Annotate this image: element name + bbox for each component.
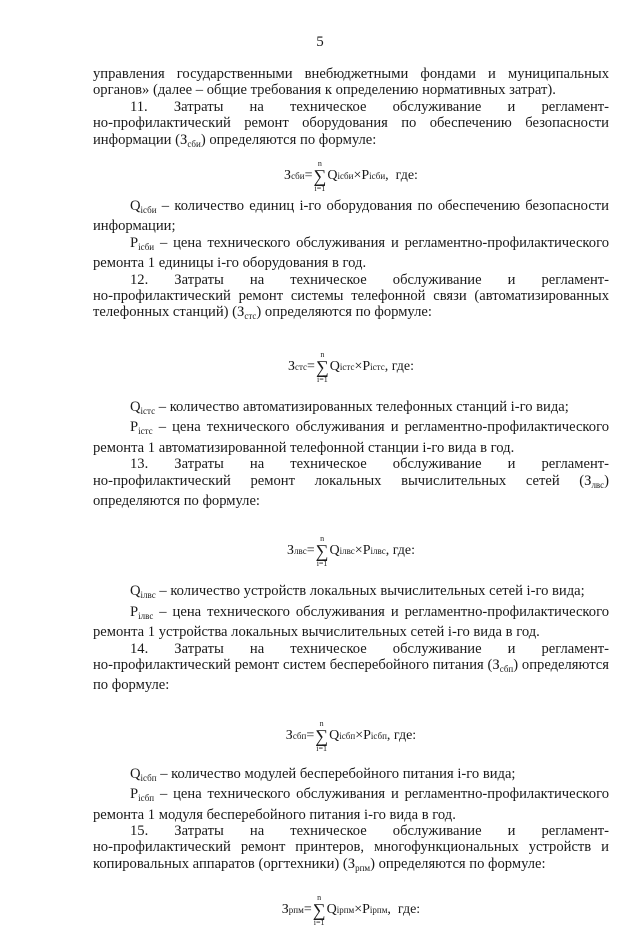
formula-term: стс	[295, 361, 308, 372]
section-12-definition-q	[93, 399, 609, 419]
formula-term: P	[361, 167, 370, 183]
formula-term: iлвс	[370, 546, 386, 557]
paragraph-text: ) определяются по формуле:	[256, 304, 432, 321]
formula-13	[93, 529, 609, 573]
intro-line-1: управления государственными внебюджетными фондами и муниципальных	[93, 66, 609, 82]
subscript-text: iлвс	[140, 590, 156, 601]
formula-term: лвс	[294, 546, 307, 557]
formula-term: =	[306, 543, 315, 559]
subscript-text: сби	[187, 138, 201, 149]
subscript-text: iстс	[140, 405, 156, 416]
paragraph-text: – цена технического обслуживания и регламентно-профилактического ремонта 1 автоматизированной телефонной станции i-го вида в год.	[93, 419, 609, 456]
formula-term: =	[303, 901, 312, 917]
paragraph-text: но-профилактический ремонт оборудования по обеспечению безопасности информации (З	[93, 115, 609, 148]
subscript-text: iстс	[138, 426, 153, 437]
formula-term: сби	[291, 170, 305, 181]
paragraph-text: P	[130, 786, 139, 803]
formula-term: iрпм	[336, 904, 355, 915]
paragraph-text: ) определяются по формуле:	[93, 472, 609, 509]
section-12-definition-p	[93, 419, 609, 456]
intro-paragraph-end	[93, 82, 609, 98]
intro-line-2: органов» (далее – общие требования к определению нормативных затрат).	[93, 82, 556, 99]
formula-term: ∑	[315, 541, 329, 562]
page-number: 5	[316, 34, 324, 50]
paragraph-text: – цена технического обслуживания и регламентно-профилактического ремонта 1 единицы i-го оборудования в год.	[93, 234, 609, 272]
section-11-heading: 11. Затраты на техническое обслуживание и регламент-	[130, 98, 609, 115]
formula-term: n	[317, 159, 322, 169]
formula-14	[93, 714, 609, 758]
summation-symbol	[316, 534, 329, 568]
formula-term: =	[307, 358, 315, 374]
subscript-text: iсби	[140, 205, 157, 216]
formula-term: Q	[329, 543, 340, 559]
formula-term: P	[362, 543, 371, 559]
subscript-text: стс	[244, 311, 257, 322]
formula-term: рпм	[288, 904, 304, 915]
formula-term: , где:	[385, 167, 418, 183]
formula-term: n	[317, 893, 322, 903]
formula-term: Q	[329, 358, 340, 374]
paragraph-text: Q	[130, 583, 141, 600]
paragraph-text: но-профилактический ремонт систем бесперебойного питания (З	[93, 656, 500, 673]
formula-term: , где:	[384, 358, 414, 374]
summation-symbol	[313, 893, 326, 927]
formula-term: , где:	[387, 901, 421, 917]
section-11-definition-p	[93, 235, 609, 272]
formula-term: ∑	[315, 725, 329, 746]
paragraph-text: но-профилактический ремонт принтеров, многофункциональных устройств и копировальных аппаратов (оргтехники) (З	[93, 839, 609, 872]
section-14-definition-p	[93, 786, 609, 823]
paragraph-text: – количество единиц i-го оборудования по обеспечению безопасности информации;	[93, 198, 609, 235]
section-12-heading: 12. Затраты на техническое обслуживание и регламент-	[130, 271, 609, 288]
document-body	[93, 66, 609, 932]
formula-term: iстс	[339, 361, 355, 372]
formula-15	[93, 888, 609, 932]
formula-term: iрпм	[369, 904, 388, 915]
formula-term: ∑	[313, 166, 327, 187]
paragraph-text: ) определяются по формуле:	[370, 855, 546, 872]
paragraph-text: но-профилактический ремонт локальных вычислительных сетей (З	[93, 472, 592, 489]
formula-term: P	[363, 727, 371, 743]
subscript-text: лвс	[591, 479, 605, 490]
section-14-body	[93, 657, 609, 694]
summation-symbol	[316, 350, 329, 384]
formula-term: ×	[354, 543, 363, 559]
paragraph-text: P	[130, 234, 139, 251]
formula-term: , где:	[386, 727, 417, 743]
formula-term: i=1	[316, 559, 328, 569]
intro-paragraph	[93, 66, 609, 82]
section-13-definition-p	[93, 604, 609, 641]
formula-term: ×	[353, 167, 362, 183]
formula-term: n	[320, 349, 325, 359]
formula-term: , где:	[385, 543, 415, 559]
section-13-body	[93, 473, 609, 510]
formula-term: Q	[329, 727, 340, 743]
paragraph-text: – количество устройств локальных вычислительных сетей i-го вида;	[155, 583, 585, 600]
paragraph-text: – количество автоматизированных телефонных станций i-го вида;	[155, 398, 569, 415]
formula-term: З	[285, 727, 293, 743]
paragraph-text: – цена технического обслуживания и регламентно-профилактического ремонта 1 устройства локальных вычислительных сетей i-го вида в год.	[93, 603, 609, 641]
summation-symbol	[315, 719, 328, 753]
section-13-heading: 13. Затраты на техническое обслуживание и регламент-	[130, 456, 609, 473]
formula-term: Q	[327, 167, 338, 183]
formula-term: n	[320, 534, 325, 544]
paragraph-text: – цена технического обслуживания и регламентно-профилактического ремонта 1 модуля бесперебойного питания i-го вида в год.	[93, 786, 609, 823]
paragraph-text: ) определяются по формуле:	[200, 131, 377, 148]
formula-term: ×	[354, 901, 363, 917]
formula-11	[93, 154, 609, 198]
paragraph-text: P	[130, 603, 139, 620]
formula-term: i=1	[317, 374, 328, 384]
formula-term: iсби	[337, 170, 354, 181]
formula-term: ∑	[312, 900, 326, 921]
section-12-body	[93, 288, 609, 325]
formula-term: ×	[355, 727, 364, 743]
formula-term: n	[319, 718, 324, 728]
formula-term: З	[281, 901, 289, 917]
formula-term: iсбп	[370, 730, 387, 741]
section-11-body	[93, 115, 609, 152]
paragraph-text: Q	[130, 398, 141, 415]
formula-term: ×	[354, 358, 363, 374]
formula-term: Q	[326, 901, 337, 917]
summation-symbol	[313, 159, 326, 193]
subscript-text: iлвс	[138, 610, 154, 621]
paragraph-text: но-профилактический ремонт системы телефонной связи (автоматизированных телефонных станций) (З	[93, 288, 609, 321]
formula-12	[93, 345, 609, 389]
formula-term: iстс	[370, 361, 385, 372]
formula-term: i=1	[316, 743, 327, 753]
formula-term: =	[304, 167, 313, 183]
subscript-text: iсбп	[140, 772, 157, 783]
formula-term: З	[287, 543, 295, 559]
formula-term: ∑	[315, 356, 329, 377]
section-14-definition-q	[93, 766, 609, 786]
section-11-definition-q	[93, 198, 609, 235]
subscript-text: сбп	[499, 663, 514, 674]
formula-term: З	[287, 358, 295, 374]
subscript-text: iсби	[138, 241, 155, 252]
formula-term: iсби	[369, 170, 386, 181]
section-15-heading: 15. Затраты на техническое обслуживание и регламент-	[130, 822, 609, 839]
formula-term: З	[284, 167, 292, 183]
section-14-heading: 14. Затраты на техническое обслуживание и регламент-	[130, 640, 609, 657]
formula-term: iсбп	[339, 730, 356, 741]
paragraph-text: ) определяются по формуле:	[93, 656, 609, 694]
subscript-text: рпм	[355, 862, 371, 873]
paragraph-text: P	[130, 419, 139, 436]
formula-term: P	[362, 901, 370, 917]
section-13-definition-q	[93, 583, 609, 603]
formula-term: i=1	[314, 184, 326, 194]
formula-term: сбп	[292, 730, 307, 741]
paragraph-text: – количество модулей бесперебойного питания i-го вида;	[156, 765, 516, 782]
formula-term: i=1	[313, 918, 325, 928]
formula-term: iлвс	[339, 546, 355, 557]
formula-term: P	[362, 358, 371, 374]
subscript-text: iсбп	[138, 793, 155, 804]
formula-term: =	[306, 727, 315, 743]
paragraph-text: Q	[130, 765, 141, 782]
section-15-body	[93, 839, 609, 876]
paragraph-text: Q	[130, 198, 141, 215]
